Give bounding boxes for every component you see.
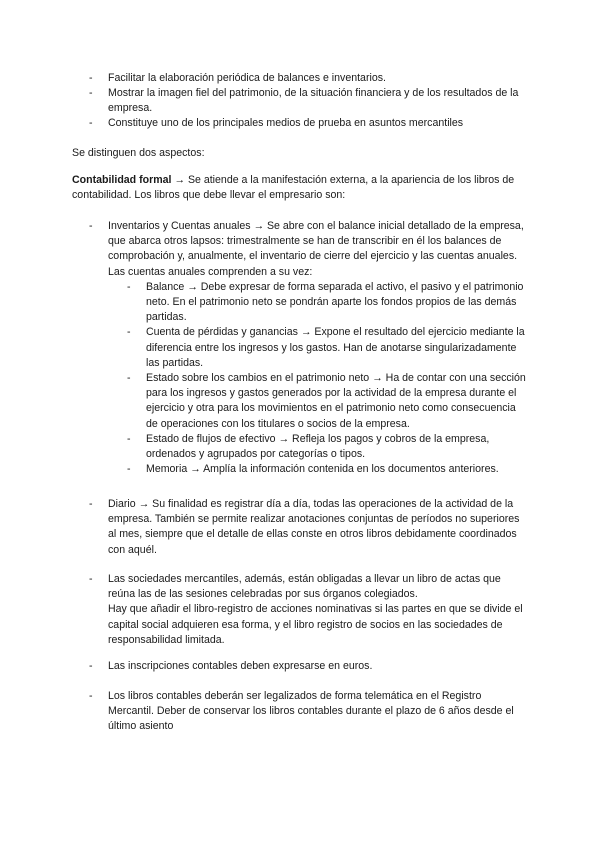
sub-list-item: [127, 280, 529, 326]
dash-bullet: -: [127, 463, 131, 476]
dash-bullet: -: [127, 432, 131, 445]
libros-text: Los libros contables deberán ser legalizados de forma telemática en el Registro Mercantil. Deber de conservar los libros contables durante el plazo de 6 años desde el último asiento: [108, 690, 514, 733]
dash-bullet: -: [127, 372, 131, 385]
list-item: [89, 71, 529, 86]
list-item-text: Constituye uno de los principales medios de prueba en asuntos mercantiles: [108, 117, 464, 129]
list-item-text: Mostrar la imagen fiel del patrimonio, de la situación financiera y de los resultados de la empresa.: [108, 87, 519, 115]
list-item-libros: [89, 689, 529, 735]
sub-item-balance: Balance → Debe expresar de forma separada el activo, el pasivo y el patrimonio neto. En el patrimonio neto se pondrán aparte los fondos propios de las demás partidas.: [146, 280, 524, 324]
euros-text: Las inscripciones contables deben expresarse en euros.: [108, 660, 373, 672]
sociedades-text: Las sociedades mercantiles, además, están obligadas a llevar un libro de actas que reúna las de las sesiones celebradas por sus órganos colegiados.: [108, 573, 501, 601]
list-item-sociedades: [89, 572, 529, 648]
list-item: [89, 116, 529, 131]
dash-bullet: -: [89, 498, 93, 510]
dash-bullet: -: [89, 72, 93, 84]
formal-text: → Se atiende a la manifestación externa, a la apariencia de los libros de contabilidad. Los libros que debe llevar el empresario son:: [72, 174, 515, 202]
sub-item-memoria: Memoria → Amplía la información contenida en los documentos anteriores.: [146, 463, 499, 476]
dash-bullet: -: [89, 573, 93, 585]
list-item-inventarios: [89, 219, 529, 477]
diario-text: Diario → Su finalidad es registrar día a día, todas las operaciones de la actividad de la empresa. También se permite realizar anotaciones conjuntas de períodos no superiores al mes, siempre que el detalle de ellas conste en otros libros debidamente coordinados con aquél.: [108, 498, 520, 556]
sub-list-item: [127, 371, 529, 432]
list-item-euros: [89, 659, 529, 674]
inventarios-text: Inventarios y Cuentas anuales → Se abre con el balance inicial detallado de la empresa, que abarca otros lapsos: trimestralmente se han de transcribir en él los balances de comprobación y, anualmente, el inventario de cierre del ejercicio y las cuentas anuales.: [108, 220, 524, 263]
sub-list-item: [127, 325, 529, 371]
dash-bullet: -: [89, 660, 93, 672]
paragraph-aspectos: Se distinguen dos aspectos:: [72, 147, 205, 159]
cuentas-intro: Las cuentas anuales comprenden a su vez:: [108, 265, 313, 278]
paragraph-contabilidad-formal: [72, 173, 528, 203]
list-item-diario: [89, 497, 529, 558]
sub-item-flujos-efectivo: Estado de flujos de efectivo → Refleja los pagos y cobros de la empresa, ordenados y agrupados por categorías o tipos.: [146, 432, 490, 461]
sub-item-patrimonio-neto: Estado sobre los cambios en el patrimonio neto → Ha de contar con una sección para los ingresos y gastos generados por la actividad de la empresa durante el ejercicio y otra para los movimientos en el patrimonio neto como consecuencia de operaciones con los titulares o socios de la empresa.: [146, 372, 526, 430]
heading-contabilidad-formal: Contabilidad formal: [72, 174, 172, 186]
dash-bullet: -: [127, 326, 131, 339]
dash-bullet: -: [89, 87, 93, 99]
sub-list-item: [127, 462, 529, 477]
sociedades-extra: Hay que añadir el libro-registro de acciones nominativas si las partes en que se divide el capital social adquieren esa forma, y el libro registro de socios en las sociedades de responsabilidad limitada.: [108, 603, 523, 646]
sub-item-perdidas-ganancias: Cuenta de pérdidas y ganancias → Expone el resultado del ejercicio mediante la diferencia entre los ingresos y los gastos. Han de anotarse singularizadamente las partidas.: [146, 326, 525, 369]
dash-bullet: -: [89, 220, 93, 232]
sub-list-item: [127, 432, 529, 462]
dash-bullet: -: [89, 117, 93, 129]
list-item-text: Facilitar la elaboración periódica de balances e inventarios.: [108, 72, 386, 84]
dash-bullet: -: [89, 690, 93, 702]
dash-bullet: -: [127, 280, 131, 293]
list-item: [89, 86, 529, 116]
